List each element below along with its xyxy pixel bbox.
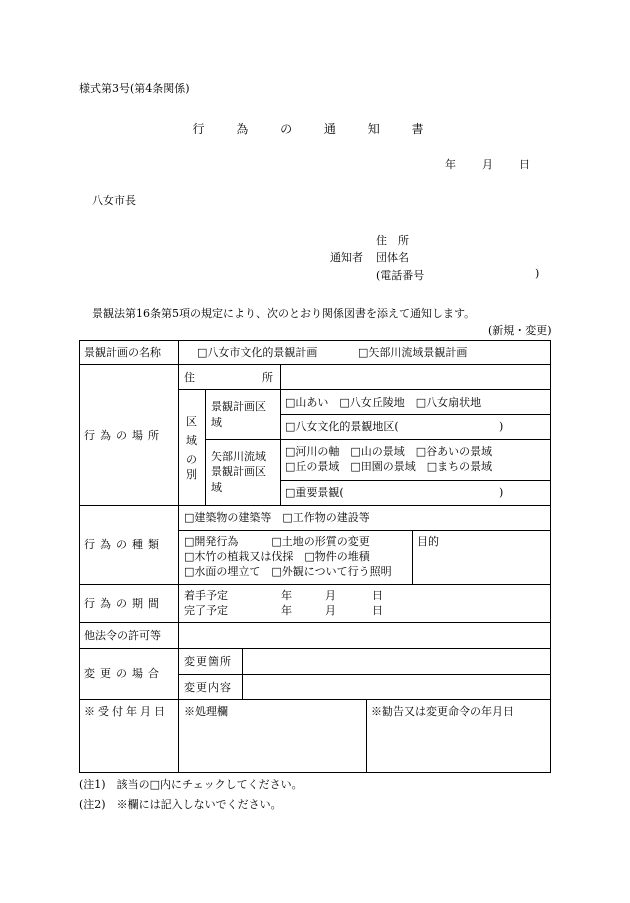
form-number: 様式第3号(第4条関係): [79, 82, 190, 95]
area1-label-line2: 域: [211, 416, 222, 429]
preamble-text: 景観法第16条第5項の規定により、次のとおり関係図書を添えて通知します。: [92, 307, 476, 320]
end-month: 月: [325, 604, 336, 617]
start-year: 年: [281, 589, 292, 602]
advice-date-label: ※勧告又は変更命令の年月日: [371, 705, 514, 718]
change-part-label: 変更箇所: [184, 655, 232, 668]
date-year: 年: [445, 158, 456, 171]
processing-label: ※処理欄: [184, 705, 228, 718]
end-year: 年: [281, 604, 292, 617]
plan-name-label: 景観計画の名称: [84, 346, 161, 359]
area-type-char-2: 域: [186, 434, 197, 447]
area2-option-close-paren: ): [499, 486, 504, 499]
plan-option-yame-cultural[interactable]: □八女市文化的景観計画: [197, 346, 318, 359]
change-label: 変更の場合: [84, 667, 164, 680]
end-day: 日: [372, 604, 383, 617]
area-type-char-1: 区: [186, 415, 197, 428]
area1-options-line1[interactable]: □山あい □八女丘陵地 □八女扇状地: [285, 396, 482, 409]
received-date-label: ※受付年月日: [84, 705, 168, 718]
action-options-line1[interactable]: □建築物の建築等 □工作物の建設等: [184, 511, 370, 524]
area2-options-line1[interactable]: □河川の軸 □山の景域 □谷あいの景域: [285, 445, 493, 458]
purpose-label: 目的: [417, 535, 439, 548]
location-label: 行為の場所: [84, 429, 164, 442]
action-options-line3[interactable]: □木竹の植栽又は伐採 □物件の堆積: [184, 550, 370, 563]
area1-label-line1: 景観計画区: [211, 400, 266, 413]
date-day: 日: [519, 158, 530, 171]
action-type-label: 行為の種類: [84, 538, 164, 551]
document-title: 行 為 の 通 知 書: [192, 122, 438, 136]
start-label: 着手予定: [184, 589, 228, 602]
notifier-label: 通知者: [330, 251, 363, 264]
other-permits-label: 他法令の許可等: [84, 629, 161, 642]
new-or-change-label: (新規・変更): [488, 324, 552, 337]
action-options-line2[interactable]: □開発行為 □土地の形質の変更: [184, 535, 370, 548]
organization-label: 団体名: [376, 251, 409, 264]
applicant-address-label: 住 所: [376, 234, 409, 247]
date-month: 月: [482, 158, 493, 171]
plan-option-yabe-river[interactable]: □矢部川流域景観計画: [358, 346, 468, 359]
period-label: 行為の期間: [84, 597, 164, 610]
area2-label-line2: 景観計画区: [211, 465, 266, 478]
phone-label: (電話番号: [376, 269, 425, 282]
end-label: 完了予定: [184, 604, 228, 617]
area2-label-line1: 矢部川流域: [211, 450, 266, 463]
change-content-label: 変更内容: [184, 681, 232, 694]
area2-option-important[interactable]: □重要景観(: [285, 486, 344, 499]
area-type-char-3: の: [186, 453, 197, 466]
area2-label-line3: 域: [211, 481, 222, 494]
area1-option-close-paren: ): [499, 420, 504, 433]
area-type-char-4: 別: [186, 468, 197, 481]
note-2: (注2) ※欄には記入しないでください。: [79, 798, 282, 811]
action-options-line4[interactable]: □水面の埋立て □外観について行う照明: [184, 565, 392, 578]
area2-options-line2[interactable]: □丘の景域 □田園の景域 □まちの景域: [285, 460, 493, 473]
phone-close-paren: ): [535, 267, 540, 280]
area1-option-cultural-district[interactable]: □八女文化的景観地区(: [285, 420, 399, 433]
start-month: 月: [325, 589, 336, 602]
addressee: 八女市長: [92, 194, 136, 207]
address-label: 住 所: [184, 371, 275, 384]
note-1: (注1) 該当の□内にチェックしてください。: [79, 778, 303, 791]
start-day: 日: [372, 589, 383, 602]
